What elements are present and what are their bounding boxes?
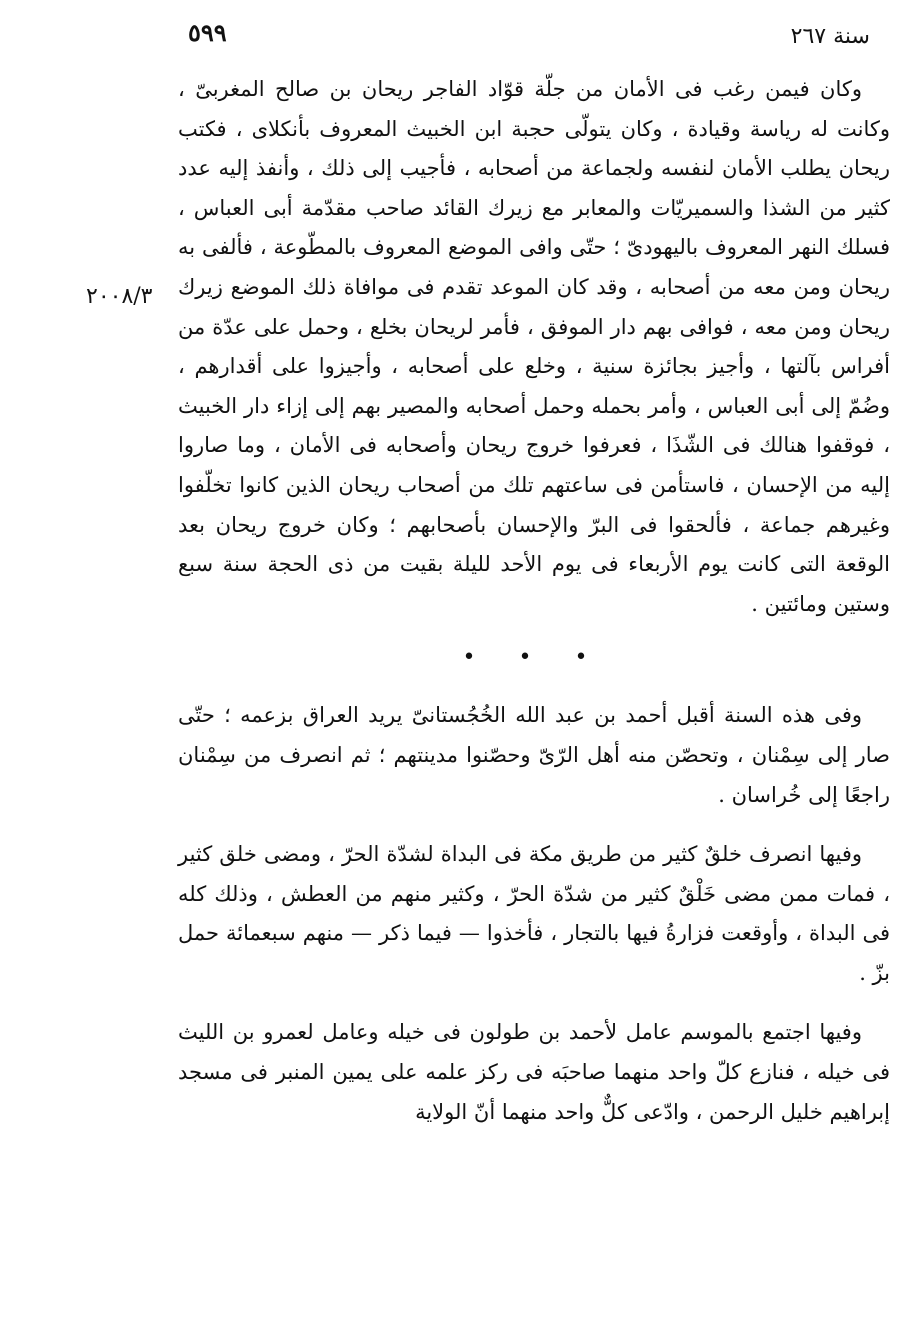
paragraph-rayhan-surrender: وكان فيمن رغب فى الأمان من جلّة قوّاد الفاجر ريحان بن صالح المغربىّ ، وكانت له رياسة وقيادة ، وكان يتولّى حجبة ابن الخبيث المعروف بأنكلاى ، فكتب ريحان يطلب الأمان لنفسه ولجماعة من أصحابه ، فأجيب إلى ذلك ، وأنفذ إليه عدد كثير من الشذا والسميريّات والمعابر مع زيرك القائد صاحب مقدّمة أبى العباس ، فسلك النهر المعروف باليهودىّ ؛ حتّى وافى الموضع المعروف بالمطّوعة ، فألفى به ريحان ومن معه من أصحابه ، وقد كان الموعد تقدم فى موافاة ذلك الموضع زيرك ريحان ومن معه ، فوافى بهم دار الموفق ، فأمر لريحان بخلع ، وحمل على عدّة من أفراس بآلتها ، وأجيز بجائزة سنية ، وخلع على أصحابه ، وأجيزوا على أقدارهم ، وضُمّ إلى أبى العباس ، وأمر بحمله وحمل أصحابه والمصير بهم إلى إزاء دار الخبيث ، فوقفوا هنالك فى الشّذَا ، فعرفوا خروج ريحان وأصحابه فى الأمان ، وما صاروا إليه من الإحسان ، فاستأمن فى ساعتهم تلك من أصحاب ريحان الذين كانوا تخلّفوا وغيرهم جماعة ، فألحقوا فى البرّ والإحسان بأصحابهم ؛ وكان خروج ريحان بعد الوقعة التى كانت يوم الأربعاء فى يوم الأحد لليلة بقيت من ذى الحجة سنة سبع وستين ومائتين . (178, 77, 890, 616)
page-number: ٥٩٩ (188, 18, 227, 47)
paragraph-gap (178, 815, 890, 835)
running-header (180, 18, 870, 58)
paragraph-pilgrims-heat: وفيها انصرف خلقٌ كثير من طريق مكة فى البداة لشدّة الحرّ ، ومضى خلق كثير ، فمات ممن مضى خَلْقٌ كثير من شدّة الحرّ ، وكثير منهم من العطش ، وذلك كله فى البداة ، وأوقعت فزارةُ فيها بالتجار ، فأخذوا — فيما ذكر — منهم سبعمائة حمل بزّ . (178, 842, 890, 985)
main-text (178, 70, 890, 1132)
paragraph-gap (178, 993, 890, 1013)
section-separator: • • • (462, 645, 606, 671)
margin-reference: ٢٠٠٨/٣ (86, 284, 153, 309)
year-heading: سنة ٢٦٧ (790, 24, 870, 49)
paragraph-mawsim-dispute: وفيها اجتمع بالموسم عامل لأحمد بن طولون فى خيله وعامل لعمرو بن الليث فى خيله ، فنازع كلّ واحد منهما صاحبَه فى ركز علمه على يمين المنبر فى مسجد إبراهيم خليل الرحمن ، وادّعى كلٌّ واحد منهما أنّ الولاية (178, 1020, 890, 1124)
paragraph-khujustani: وفى هذه السنة أقبل أحمد بن عبد الله الخُجُستانىّ يريد العراق بزعمه ؛ حتّى صار إلى سِمْنان ، وتحصّن منه أهل الرّىّ وحصّنوا مدينتهم ؛ ثم انصرف من سِمْنان راجعًا إلى خُراسان . (178, 703, 890, 807)
